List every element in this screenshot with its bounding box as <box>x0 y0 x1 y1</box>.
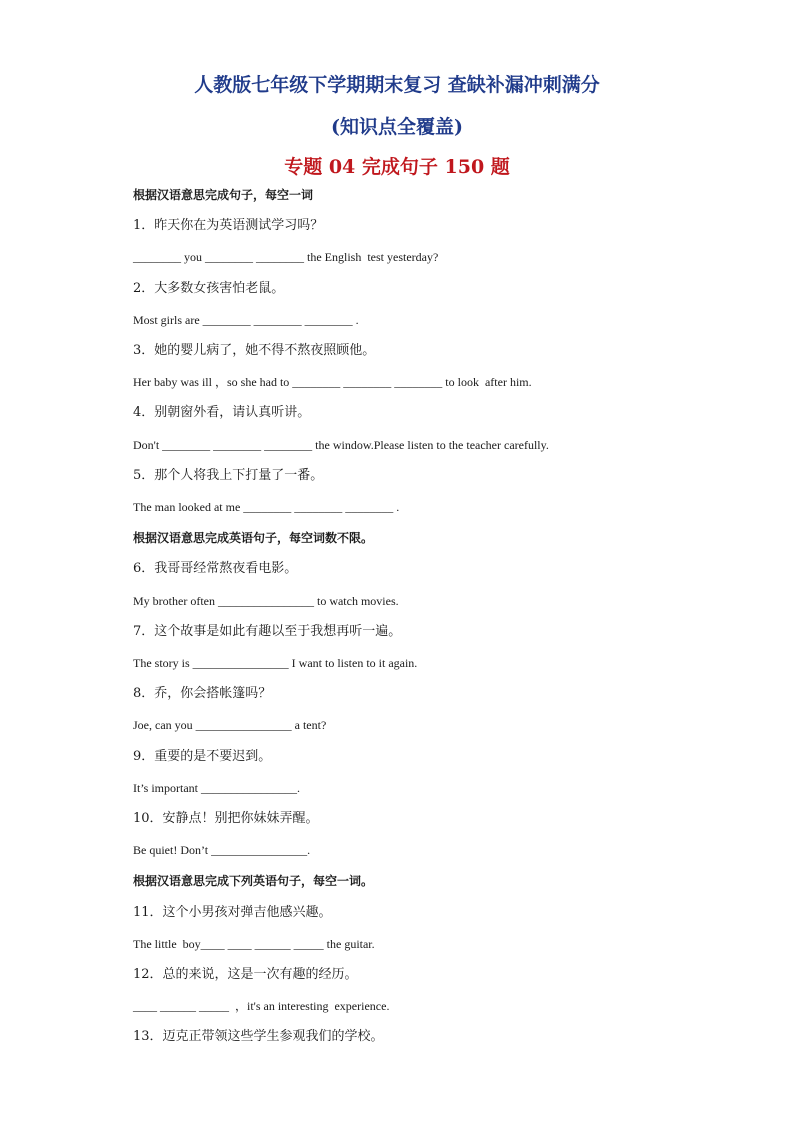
answer-sentence: The man looked at me ________ ________ ________ . <box>133 500 400 514</box>
answer-sentence: The little boy____ ____ ______ _____ the guitar. <box>133 936 375 951</box>
question-prompt: 1．昨天你在为英语测试学习吗？ <box>133 218 324 234</box>
question-prompt: 12．总的来说，这是一次有趣的经历。 <box>133 967 358 982</box>
topic-heading: 专题 04 完成句子 150 题 <box>284 156 510 178</box>
question-prompt: 9．重要的是不要迟到。 <box>133 748 272 764</box>
answer-sentence: Be quiet! Don’t ________________. <box>133 843 311 858</box>
question-prompt: 7．这个故事是如此有趣以至于我想再听一遍。 <box>133 623 402 639</box>
document-subtitle: (知识点全覆盖) <box>331 116 463 138</box>
document-title: 人教版七年级下学期期末复习 查缺补漏冲刺满分 <box>194 74 600 96</box>
answer-sentence: Her baby was ill ，so she had to ________ ________ ________ to look after him. <box>133 375 532 390</box>
answer-sentence: My brother often ________________ to watch movies. <box>133 593 399 608</box>
answer-sentence: The story is ________________ I want to listen to it again. <box>133 656 418 670</box>
answer-sentence: Joe, can you ________________ a tent? <box>133 718 327 733</box>
section-instruction: 根据汉语意思完成下列英语句子，每空一词。 <box>133 874 374 889</box>
answer-sentence: Don't ________ ________ ________ the window.Please listen to the teacher carefully. <box>133 437 549 452</box>
question-prompt: 3．她的婴儿病了，她不得不熬夜照顾他。 <box>133 343 376 358</box>
question-prompt: 4．别朝窗外看，请认真听讲。 <box>133 405 311 421</box>
question-prompt: 6．我哥哥经常熬夜看电影。 <box>133 561 298 577</box>
question-prompt: 11．这个小男孩对弹吉他感兴趣。 <box>133 904 332 920</box>
question-prompt: 2．大多数女孩害怕老鼠。 <box>133 280 285 296</box>
answer-sentence: ________ you ________ ________ the English test yesterday? <box>133 250 439 265</box>
question-prompt: 13．迈克正带领这些学生参观我们的学校。 <box>133 1029 384 1045</box>
answer-sentence: ____ ______ _____ ，it's an interesting experience. <box>133 999 390 1014</box>
answer-sentence: It’s important ________________. <box>133 780 300 795</box>
answer-sentence: Most girls are ________ ________ ________ . <box>133 312 359 327</box>
section-instruction: 根据汉语意思完成句子，每空一词 <box>133 188 314 202</box>
question-prompt: 5．那个人将我上下打量了一番。 <box>133 467 324 483</box>
section-instruction: 根据汉语意思完成英语句子，每空词数不限。 <box>133 531 374 546</box>
question-prompt: 8．乔，你会搭帐篷吗？ <box>133 686 272 702</box>
question-prompt: 10．安静点！别把你妹妹弄醒。 <box>133 811 319 826</box>
